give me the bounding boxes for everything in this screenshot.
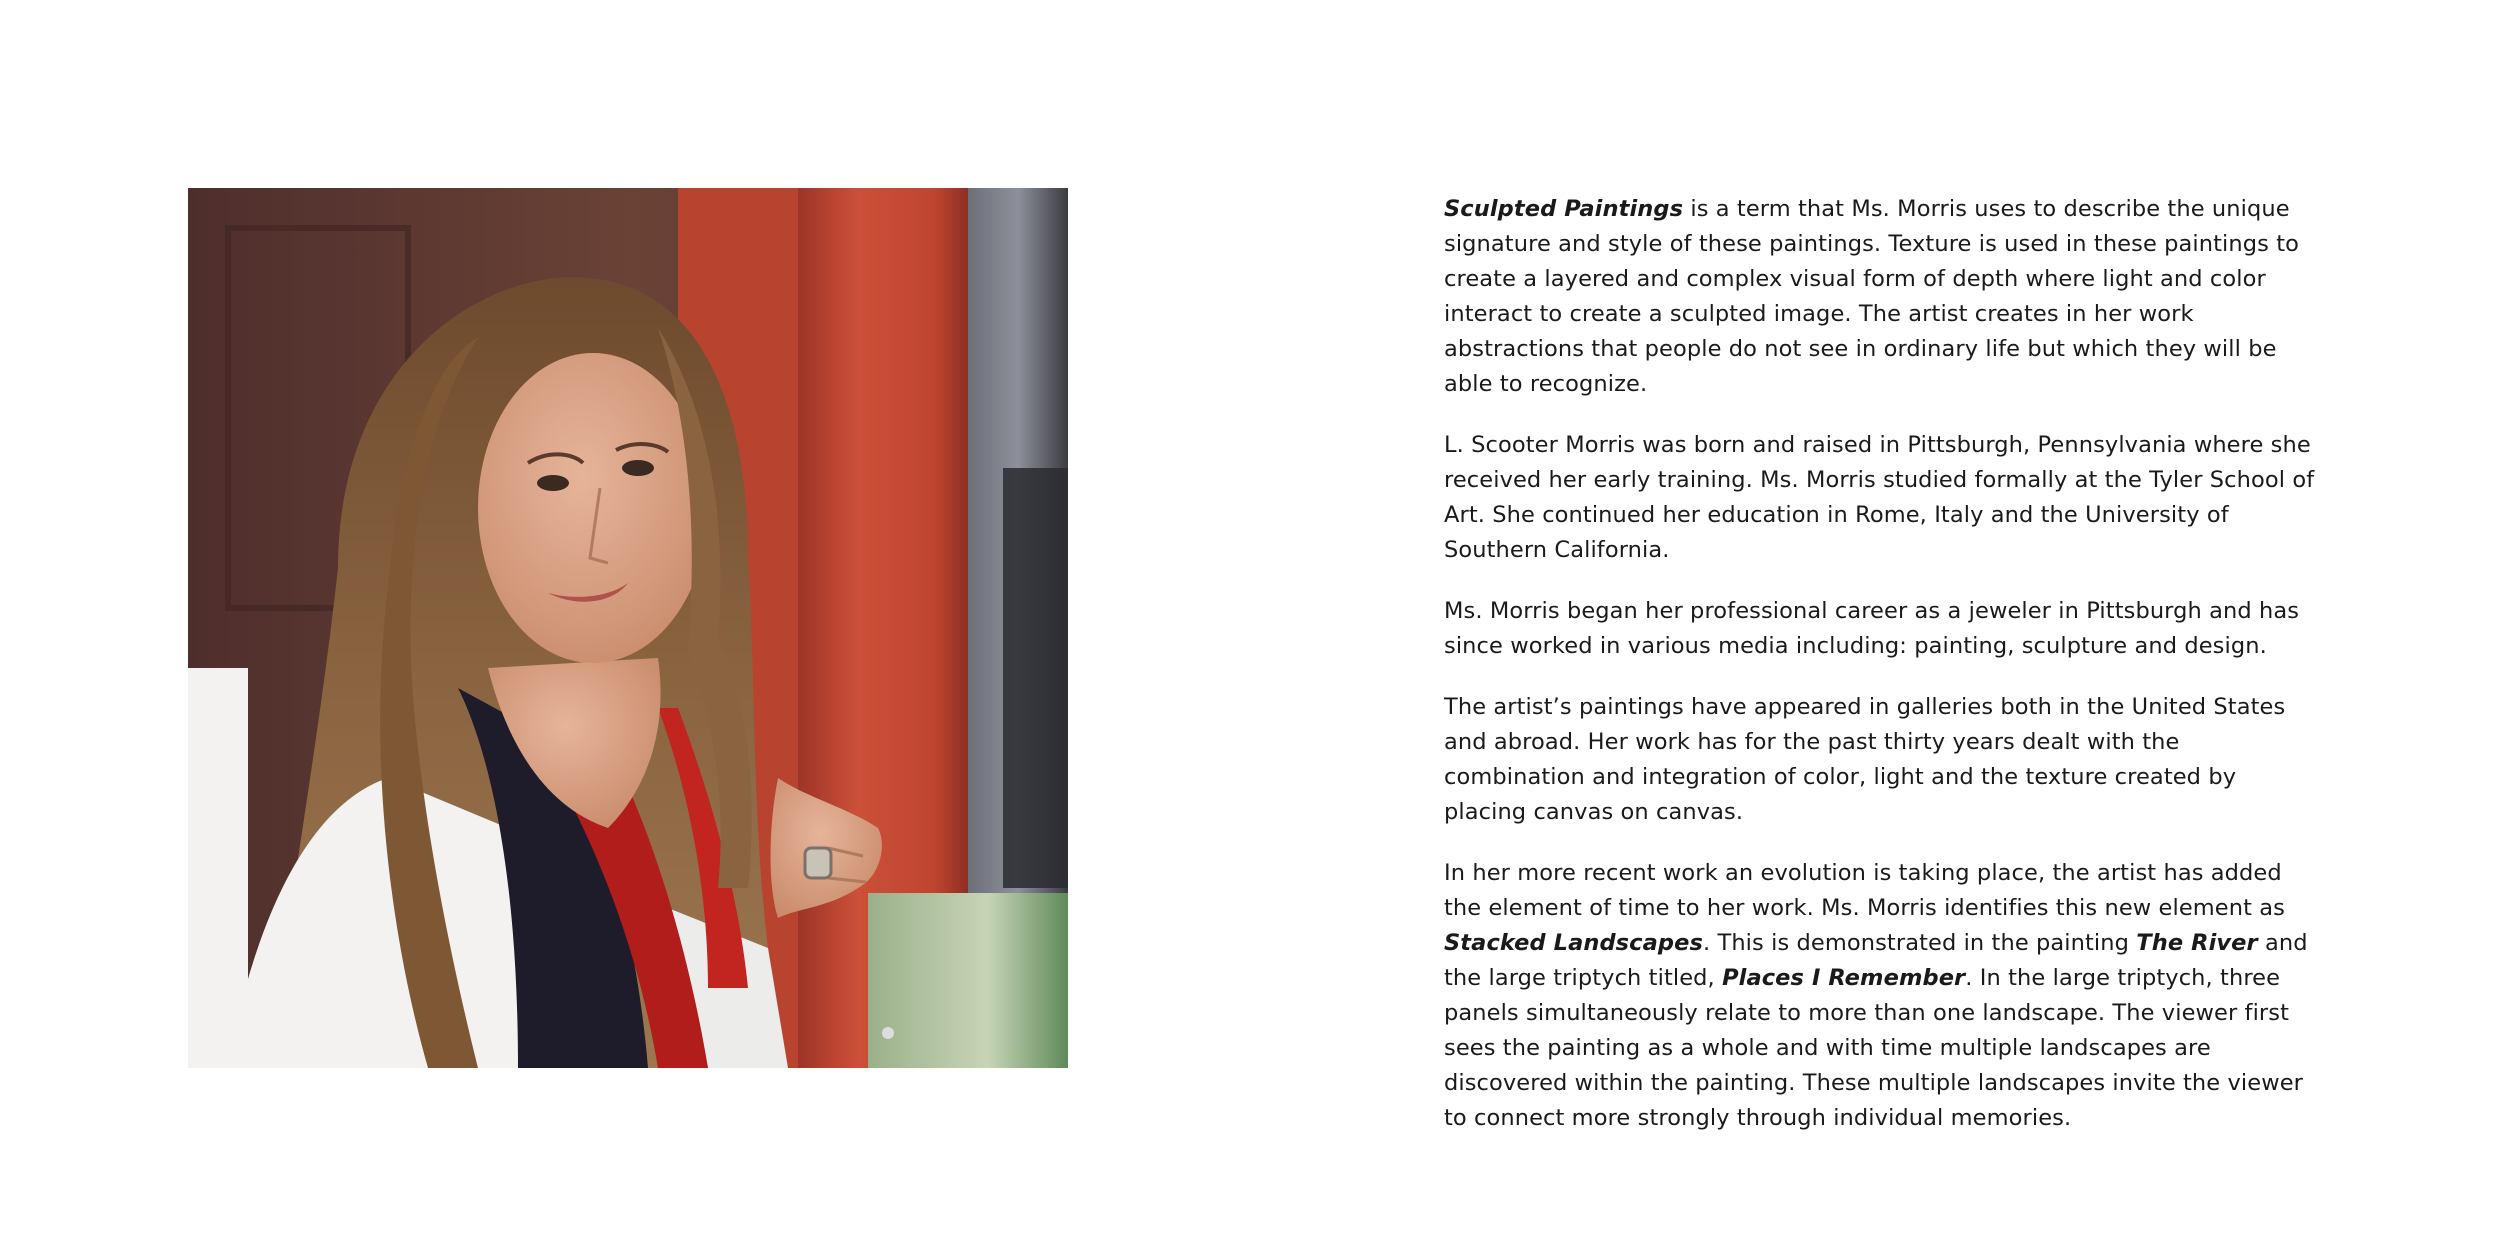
artist-portrait-photo [188,188,1068,1068]
term-places-i-remember: Places I Remember [1722,965,1966,991]
bio-paragraph-5-part-1: In her more recent work an evolution is taking place, the artist has added the element of time to her work. Ms. Morris identifies this new element as [1444,860,2285,921]
term-the-river: The River [2136,930,2258,956]
bio-paragraph-galleries: The artist’s paintings have appeared in galleries both in the United States and abroad. Her work has for the past thirty years dealt with the combination and integration of color, light and the texture created by placing canvas on canvas. [1444,694,2286,825]
bio-paragraph-recent-work [1444,856,2324,1136]
bio-paragraph-1-text: is a term that Ms. Morris uses to describe the unique signature and style of these paintings. Texture is used in these paintings to create a layered and complex visual form of depth where light and color interact to create a sculpted image. The artist creates in her work abstractions that people do not see in ordinary life but which they will be able to recognize. [1444,196,2299,397]
portrait-illustration [188,188,1068,1068]
term-sculpted-paintings: Sculpted Paintings [1444,196,1684,222]
bio-paragraph-5-part-4: . In the large triptych, three panels simultaneously relate to more than one landscape. The viewer first sees the painting as a whole and with time multiple landscapes are discovered within the painting. These multiple landscapes invite the viewer to connect more strongly through individual memories. [1444,965,2303,1131]
artist-biography [1444,192,2324,1162]
bio-paragraph-career: Ms. Morris began her professional career as a jeweler in Pittsburgh and has since worked in various media including: painting, sculpture and design. [1444,598,2300,659]
bio-paragraph-early-life: L. Scooter Morris was born and raised in Pittsburgh, Pennsylvania where she received her early training. Ms. Morris studied formally at the Tyler School of Art. She continued her education in Rome, Italy and the University of Southern California. [1444,432,2315,563]
bio-paragraph-5-part-2: . This is demonstrated in the painting [1702,930,2137,956]
bio-paragraph-5-part-3: and the large triptych titled, [1444,930,2308,991]
term-stacked-landscapes: Stacked Landscapes [1444,930,1703,956]
bio-paragraph-sculpted-paintings [1444,192,2324,402]
